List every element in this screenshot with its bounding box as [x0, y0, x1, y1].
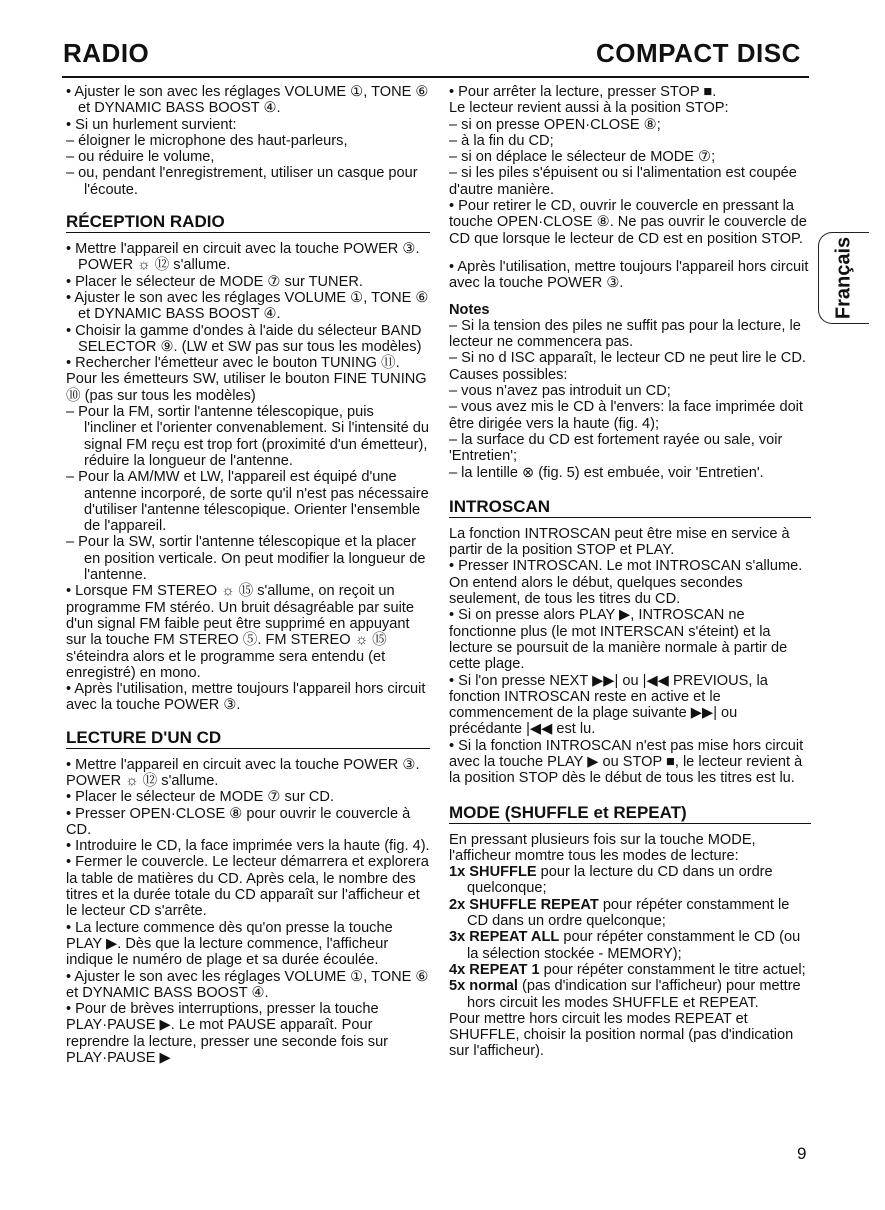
mode-count: 4x	[449, 961, 466, 978]
introscan-para: • Si l'on presse NEXT ▶▶| ou |◀◀ PREVIOUS, la fonction INTROSCAN reste en active et le commencement de la plage suivante ▶▶| ou précédante |◀◀ est lu.	[449, 672, 768, 738]
introscan-block	[449, 526, 811, 787]
note-para: – la lentille ⊗ (fig. 5) est embuée, voir 'Entretien'.	[449, 464, 764, 481]
lecture-para: • Mettre l'appareil en circuit avec la touche POWER ③. POWER ☼ ⑫ s'allume.	[66, 756, 420, 789]
lecture-para: • Presser OPEN·CLOSE ⑧ pour ouvrir le couvercle à CD.	[66, 805, 411, 838]
reception-para: • Placer le sélecteur de MODE ⑦ sur TUNER.	[66, 273, 363, 290]
mode-count: 3x	[449, 929, 466, 946]
reception-para: • Rechercher l'émetteur avec le bouton TUNING ⑪. Pour les émetteurs SW, utiliser le bouton FINE TUNING ⑩ (pas sur tous les modèles)	[66, 355, 427, 404]
right-column	[449, 84, 811, 1060]
section-title-lecture: LECTURE D'UN CD	[66, 728, 430, 749]
mode-block	[449, 832, 811, 1060]
mode-count: 2x	[449, 896, 466, 913]
mode-key: REPEAT ALL	[469, 929, 560, 946]
page-number: 9	[797, 1144, 807, 1163]
section-title-mode: MODE (SHUFFLE et REPEAT)	[449, 803, 811, 824]
note-para: – Si la tension des piles ne suffit pas pour la lecture, le lecteur ne commencera pas.	[449, 317, 801, 351]
header-radio: RADIO	[63, 38, 150, 68]
mode-count: 5x	[449, 978, 466, 995]
language-tab-label: Français	[832, 236, 855, 320]
note-para: – la surface du CD est fortement rayée ou sale, voir 'Entretien';	[449, 431, 783, 465]
mode-count: 1x	[449, 864, 466, 881]
stop-block	[449, 84, 811, 292]
mode-key: SHUFFLE	[469, 864, 537, 881]
reception-para: • Choisir la gamme d'ondes à l'aide du sélecteur BAND SELECTOR ⑨. (LW et SW pas sur tous les modèles)	[66, 322, 422, 355]
mode-key: SHUFFLE REPEAT	[469, 896, 599, 913]
stop-para: • Après l'utilisation, mettre toujours l'appareil hors circuit avec la touche POWER ③.	[449, 258, 809, 292]
section-title-introscan: INTROSCAN	[449, 497, 811, 518]
reception-para: • Lorsque FM STEREO ☼ ⑮ s'allume, on reçoit un programme FM stéréo. Un bruit désagréable par suite d'un signal FM faible peut être supprimé en appuyant sur la touche FM STEREO ⑤. FM STEREO ☼ ⑮ s'éteindra alors et le programme sera entendu (et enregistré) en mono.	[66, 583, 414, 681]
lecture-para: • Introduire le CD, la face imprimée vers la haute (fig. 4).	[66, 838, 430, 855]
lecture-para: • Ajuster le son avec les réglages VOLUME ①, TONE ⑥ et DYNAMIC BASS BOOST ④.	[66, 968, 429, 1001]
mode-intro: En pressant plusieurs fois sur la touche MODE, l'afficheur momtre tous les modes de lecture:	[449, 831, 756, 864]
note-para: – Si no d ISC apparaît, le lecteur CD ne peut lire le CD. Causes possibles:	[449, 350, 806, 383]
mode-outro: Pour mettre hors circuit les modes REPEAT et SHUFFLE, choisir la position normal (pas d'indication sur l'afficheur).	[449, 1010, 794, 1060]
introscan-para: La fonction INTROSCAN peut être mise en service à partir de la position STOP et PLAY.	[449, 525, 790, 559]
intro-para: – éloigner le microphone des haut-parleurs,	[66, 132, 348, 149]
introscan-para: • Presser INTROSCAN. Le mot INTROSCAN s'allume. On entend alors le début, quelques secondes seulement, de tous les titres du CD.	[449, 558, 803, 608]
lecture-para: • Placer le sélecteur de MODE ⑦ sur CD.	[66, 789, 334, 806]
mode-item	[449, 897, 811, 930]
intro-para: – ou réduire le volume,	[66, 149, 215, 166]
header-rule	[62, 76, 809, 78]
section-title-reception: RÉCEPTION RADIO	[66, 212, 430, 233]
reception-block	[66, 241, 430, 714]
left-column	[66, 84, 430, 1066]
note-para: – vous avez mis le CD à l'envers: la face imprimée doit être dirigée vers la haute (fig. 4);	[449, 399, 803, 432]
mode-desc: pour la lecture du CD dans un ordre quelconque;	[467, 864, 773, 897]
stop-para: – à la fin du CD;	[449, 132, 554, 149]
mode-item	[449, 929, 811, 962]
mode-item	[449, 864, 811, 897]
reception-para: • Ajuster le son avec les réglages VOLUME ①, TONE ⑥ et DYNAMIC BASS BOOST ④.	[66, 289, 429, 323]
intro-para: • Ajuster le son avec les réglages VOLUME ①, TONE ⑥ et DYNAMIC BASS BOOST ④.	[66, 84, 429, 117]
stop-para: Le lecteur revient aussi à la position STOP:	[449, 100, 729, 117]
stop-para: – si on déplace le sélecteur de MODE ⑦;	[449, 149, 716, 166]
lecture-block	[66, 757, 430, 1067]
introscan-para: • Si on presse alors PLAY ▶, INTROSCAN ne fonctionne plus (le mot INTERSCAN s'éteint) et la lecture se poursuit de la manière normale à partir de cette plage.	[449, 607, 788, 673]
reception-para: – Pour la FM, sortir l'antenne télescopique, puis l'incliner et l'orienter convenablement. Si l'intensité du signal FM reçu est trop fort (proximité d'un émetteur), réduire la longueur de l'antenne.	[66, 404, 430, 469]
mode-item	[449, 962, 811, 978]
stop-para: – si on presse OPEN·CLOSE ⑧;	[449, 116, 661, 133]
mode-key: REPEAT 1	[469, 961, 540, 978]
mode-desc: pour répéter constamment le CD (ou la sélection stockée - MEMORY);	[467, 929, 801, 962]
mode-key: normal	[469, 978, 518, 995]
mode-item	[449, 978, 811, 1011]
lecture-para: • Pour de brèves interruptions, presser la touche PLAY·PAUSE ▶. Le mot PAUSE apparaît. Pour reprendre la lecture, presser une seconde fois sur PLAY·PAUSE ▶	[66, 1001, 389, 1067]
stop-para: • Pour retirer le CD, ouvrir le couvercle en pressant la touche OPEN·CLOSE ⑧. Ne pas ouvrir le couvercle de CD que lorsque le lecteur de CD est en position STOP.	[449, 198, 807, 247]
lecture-para: • La lecture commence dès qu'on presse la touche PLAY ▶. Dès que la lecture commence, l'afficheur indique le numéro de plage et sa durée écoulée.	[66, 919, 393, 969]
intro-para: – ou, pendant l'enregistrement, utiliser un casque pour l'écoute.	[66, 165, 418, 198]
reception-para: – Pour la SW, sortir l'antenne télescopique et la placer en position verticale. On peut modifier la longueur de l'antenne.	[66, 534, 426, 584]
intro-para: • Si un hurlement survient:	[66, 116, 237, 133]
reception-para: • Mettre l'appareil en circuit avec la touche POWER ③. POWER ☼ ⑫ s'allume.	[66, 241, 420, 274]
mode-desc: (pas d'indication sur l'afficheur) pour mettre hors circuit les modes SHUFFLE et REPEAT.	[467, 978, 801, 1011]
lecture-para: • Fermer le couvercle. Le lecteur démarrera et explorera la table de matières du CD. Après cela, le nombre des titres et la durée totale du CD apparaît sur l'afficheur et le lecteur CD s'arrête.	[66, 854, 429, 920]
mode-desc: pour répéter constamment le titre actuel;	[539, 961, 806, 978]
stop-para: – si les piles s'épuisent ou si l'alimentation est coupée d'autre manière.	[449, 165, 797, 198]
notes-title: Notes	[449, 301, 490, 318]
spacer	[449, 247, 811, 259]
mode-desc: pour répéter constamment le CD dans un ordre quelconque;	[467, 896, 790, 930]
header-compact-disc: COMPACT DISC	[596, 38, 801, 68]
notes-block	[449, 318, 811, 481]
language-tab	[818, 232, 869, 324]
introscan-para: • Si la fonction INTROSCAN n'est pas mise hors circuit avec la touche PLAY ▶ ou STOP ■, le lecteur revient à la position STOP dès le début de tous les titres est lu.	[449, 737, 804, 787]
reception-para: – Pour la AM/MW et LW, l'appareil est équipé d'une antenne incorporé, de sorte qu'il n'est pas nécessaire d'utiliser l'antenne télescopique. Orienter l'ensemble de l'appareil.	[66, 469, 429, 535]
stop-para: • Pour arrêter la lecture, presser STOP ■.	[449, 84, 717, 100]
intro-block	[66, 84, 430, 198]
note-para: – vous n'avez pas introduit un CD;	[449, 383, 671, 400]
reception-para: • Après l'utilisation, mettre toujours l'appareil hors circuit avec la touche POWER ③.	[66, 681, 426, 714]
